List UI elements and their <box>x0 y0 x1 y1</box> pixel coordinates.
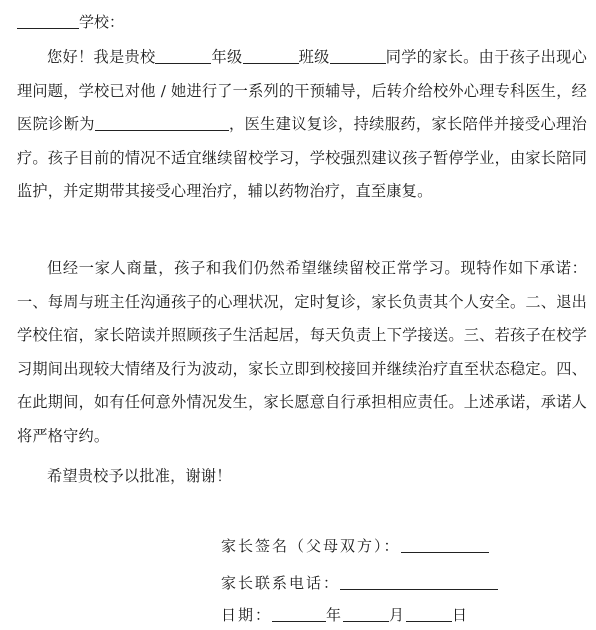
salutation-text: 学校： <box>79 13 125 31</box>
salutation <box>17 8 124 36</box>
month-label: 月 <box>389 606 407 624</box>
parent-phone-label: 家长联系电话： <box>221 574 341 592</box>
paragraph-situation: 您好！我是贵校 年级 班级 同学的家长。由于孩子出现心理问题，学校已对他 / 她进行了一系列的干预辅导，后转介给校外心理专科医生，经医院诊断为 ，医生建议复诊，持续服药，家长陪伴并接受心理治疗。孩子目前的情况不适宜继续留校学习，学校强烈建议孩子暂停学业，由家长陪同监护，并定期带其接受心理治疗，辅以药物治疗，直至康复。 <box>17 48 587 200</box>
diagnosis-blank[interactable] <box>95 115 229 131</box>
parent-phone-blank[interactable] <box>340 574 498 590</box>
date-line <box>221 603 469 627</box>
class-blank[interactable] <box>243 48 299 64</box>
parent-signature-line <box>221 534 489 558</box>
date-year-blank[interactable] <box>272 606 326 622</box>
paragraph-commitments: 但经一家人商量，孩子和我们仍然希望继续留校正常学习。现特作如下承诺：一、每周与班主任沟通孩子的心理状况，定时复诊，家长负责其个人安全。二、退出学校住宿，家长陪读并照顾孩子生活起居，每天负责上下学接送。三、若孩子在校学习期间出现较大情绪及行为波动，家长立即到校接回并继续治疗直至状态稳定。四、在此期间，如有任何意外情况发生，家长愿意自行承担相应责任。上述承诺，承诺人将严格守约。 <box>17 259 587 445</box>
year-label: 年 <box>326 606 344 624</box>
date-label: 日期： <box>221 606 273 624</box>
paragraph-closing: 希望贵校予以批准，谢谢！ <box>47 467 232 485</box>
school-name-blank[interactable] <box>17 13 79 29</box>
student-name-blank[interactable] <box>330 48 386 64</box>
date-month-blank[interactable] <box>343 606 389 622</box>
parent-signature-label: 家长签名（父母双方）： <box>221 537 401 555</box>
day-label: 日 <box>452 606 470 624</box>
grade-blank[interactable] <box>155 48 211 64</box>
parent-signature-blank[interactable] <box>401 537 489 553</box>
parent-phone-line <box>221 571 498 595</box>
date-day-blank[interactable] <box>406 606 452 622</box>
